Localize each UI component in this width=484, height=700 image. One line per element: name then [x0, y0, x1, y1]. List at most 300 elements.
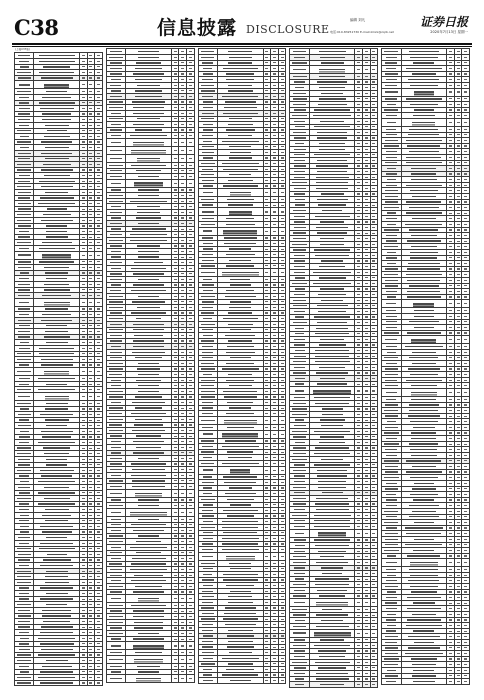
cell-text-mark — [265, 124, 268, 125]
cell-text-mark — [174, 535, 177, 536]
cell-text-mark — [18, 295, 30, 296]
cell-text-mark — [314, 464, 349, 465]
cell-text-mark — [457, 68, 460, 69]
cell-text-mark — [18, 254, 31, 255]
cell-text-mark — [89, 66, 92, 67]
table-cell — [15, 680, 34, 686]
cell-text-mark — [181, 499, 184, 500]
cell-text-mark — [97, 164, 100, 165]
table-cell — [198, 417, 217, 425]
cell-text-mark — [321, 620, 343, 621]
cell-text-mark — [281, 224, 284, 225]
cell-text-mark — [222, 538, 259, 539]
cell-text-mark — [97, 453, 100, 454]
cell-text-mark — [174, 118, 177, 119]
cell-text-mark — [294, 367, 305, 368]
cell-text-mark — [189, 206, 192, 207]
cell-text-mark — [229, 157, 252, 158]
cell-text-mark — [82, 554, 85, 555]
cell-text-mark — [97, 548, 100, 549]
cell-text-mark — [41, 649, 73, 650]
cell-text-mark — [281, 231, 284, 232]
cell-text-mark — [372, 221, 375, 222]
table-cell — [95, 298, 103, 306]
cell-text-mark — [357, 154, 360, 155]
cell-text-mark — [320, 244, 345, 245]
cell-text-mark — [464, 85, 467, 86]
cell-text-mark — [19, 649, 30, 650]
cell-text-mark — [97, 621, 100, 622]
cell-text-mark — [273, 585, 276, 586]
table-cell — [126, 489, 172, 497]
cell-text-mark — [174, 176, 177, 177]
cell-text-mark — [97, 627, 100, 628]
cell-text-mark — [203, 290, 213, 291]
cell-text-mark — [294, 57, 306, 58]
table-row — [290, 529, 378, 537]
cell-text-mark — [181, 257, 184, 258]
cell-text-mark — [97, 442, 100, 443]
cell-text-mark — [189, 575, 192, 576]
cell-text-mark — [82, 220, 85, 221]
cell-text-mark — [265, 272, 268, 273]
cell-text-mark — [293, 503, 306, 504]
cell-text-mark — [110, 463, 122, 464]
cell-text-mark — [365, 260, 368, 261]
cell-text-mark — [89, 325, 92, 326]
cell-text-mark — [82, 119, 85, 120]
cell-text-mark — [97, 654, 100, 655]
cell-text-mark — [314, 515, 351, 516]
cell-text-mark — [265, 538, 268, 539]
cell-text-mark — [82, 192, 85, 193]
cell-text-mark — [225, 493, 255, 494]
cell-text-mark — [110, 68, 121, 69]
cell-text-mark — [294, 673, 305, 674]
cell-text-mark — [181, 301, 184, 302]
cell-text-mark — [227, 635, 254, 636]
cell-text-mark — [19, 384, 29, 385]
cell-text-mark — [82, 331, 85, 332]
table-cell — [263, 417, 271, 425]
cell-text-mark — [131, 524, 165, 525]
cell-text-mark — [174, 324, 177, 325]
table-row — [290, 599, 378, 607]
cell-text-mark — [174, 312, 177, 313]
cell-text-mark — [365, 539, 368, 540]
cell-text-mark — [181, 324, 184, 325]
cell-text-mark — [111, 441, 121, 442]
cell-text-mark — [281, 135, 284, 136]
cell-text-mark — [265, 85, 268, 86]
cell-text-mark — [82, 371, 85, 372]
cell-text-mark — [82, 113, 85, 114]
cell-text-mark — [189, 493, 192, 494]
table-cell — [80, 680, 88, 686]
cell-text-mark — [224, 613, 256, 614]
cell-text-mark — [18, 320, 31, 321]
masthead-rule-thin — [12, 46, 472, 47]
cell-text-mark — [42, 97, 71, 98]
cell-text-mark — [385, 91, 398, 92]
cell-text-mark — [203, 248, 213, 249]
cell-text-mark — [89, 203, 92, 204]
cell-text-mark — [273, 635, 276, 636]
cell-text-mark — [89, 571, 92, 572]
cell-text-mark — [189, 430, 192, 431]
cell-text-mark — [317, 132, 347, 133]
cell-text-mark — [189, 391, 192, 392]
cell-text-mark — [313, 272, 351, 273]
cell-text-mark — [281, 380, 284, 381]
cell-text-mark — [109, 541, 122, 542]
cell-text-mark — [357, 205, 360, 206]
cell-text-mark — [357, 199, 360, 200]
table-cell — [171, 179, 179, 187]
newspaper-logo: 证券日报 — [419, 15, 468, 29]
cell-text-mark — [294, 602, 305, 603]
table-cell — [271, 417, 279, 425]
cell-text-mark — [464, 57, 467, 58]
cell-text-mark — [295, 199, 305, 200]
cell-text-mark — [18, 236, 29, 237]
cell-text-mark — [372, 556, 375, 557]
cell-text-mark — [40, 682, 74, 683]
cell-text-mark — [365, 199, 368, 200]
cell-text-mark — [181, 486, 184, 487]
cell-text-mark — [295, 620, 305, 621]
cell-text-mark — [89, 214, 92, 215]
cell-text-mark — [89, 520, 92, 521]
cell-text-mark — [181, 575, 184, 576]
cell-text-mark — [181, 552, 184, 553]
table-cell — [80, 81, 88, 89]
cell-text-mark — [365, 305, 368, 306]
cell-text-mark — [134, 627, 163, 628]
cell-text-mark — [281, 402, 284, 403]
cell-text-mark — [89, 91, 92, 92]
cell-text-mark — [464, 51, 467, 52]
cell-text-mark — [110, 666, 121, 667]
cell-text-mark — [189, 307, 192, 308]
cell-text-mark — [174, 170, 177, 171]
cell-text-mark — [265, 296, 268, 297]
cell-text-mark — [20, 147, 29, 148]
cell-text-mark — [97, 554, 100, 555]
cell-text-mark — [89, 554, 92, 555]
cell-text-mark — [321, 62, 344, 63]
table-cell — [278, 430, 286, 438]
table-cell — [370, 529, 378, 537]
cell-text-mark — [315, 216, 350, 217]
cell-text-mark — [281, 408, 284, 409]
cell-text-mark — [414, 109, 435, 110]
cell-text-mark — [365, 154, 368, 155]
cell-text-mark — [265, 532, 268, 533]
cell-text-mark — [281, 635, 284, 636]
cell-text-mark — [138, 195, 158, 196]
cell-text-mark — [203, 469, 213, 470]
cell-text-mark — [82, 320, 85, 321]
cell-text-mark — [281, 602, 284, 603]
cell-text-mark — [138, 458, 158, 459]
cell-text-mark — [228, 51, 252, 52]
cell-text-mark — [372, 149, 375, 150]
cell-text-mark — [97, 582, 100, 583]
cell-text-mark — [365, 590, 368, 591]
table-row — [290, 629, 378, 637]
cell-text-mark — [82, 396, 85, 397]
cell-text-mark — [230, 284, 251, 285]
cell-text-mark — [97, 113, 100, 114]
cell-text-mark — [265, 515, 268, 516]
cell-text-mark — [132, 228, 166, 229]
table-cell — [171, 146, 179, 154]
cell-text-mark — [110, 357, 123, 358]
cell-text-mark — [89, 371, 92, 372]
cell-text-mark — [273, 504, 276, 505]
cell-text-mark — [294, 188, 306, 189]
table-cell — [198, 227, 217, 235]
cell-text-mark — [97, 214, 100, 215]
cell-text-mark — [265, 324, 268, 325]
cell-text-mark — [181, 189, 184, 190]
cell-text-mark — [189, 201, 192, 202]
cell-text-mark — [229, 118, 252, 119]
cell-text-mark — [135, 586, 162, 587]
cell-text-mark — [82, 248, 85, 249]
table-cell — [34, 368, 80, 376]
cell-text-mark — [372, 626, 375, 627]
cell-text-mark — [89, 682, 92, 683]
cell-text-mark — [365, 425, 368, 426]
cell-text-mark — [181, 547, 184, 548]
cell-text-mark — [273, 107, 276, 108]
cell-text-mark — [82, 66, 85, 67]
cell-text-mark — [82, 325, 85, 326]
table-cell — [447, 88, 455, 96]
cell-text-mark — [82, 576, 85, 577]
cell-text-mark — [174, 645, 177, 646]
cell-text-mark — [265, 556, 268, 557]
cell-text-mark — [189, 118, 192, 119]
cell-text-mark — [265, 352, 268, 353]
cell-text-mark — [39, 248, 75, 249]
cell-text-mark — [97, 509, 100, 510]
table-cell — [34, 251, 80, 259]
cell-text-mark — [365, 227, 368, 228]
cell-text-mark — [181, 558, 184, 559]
cell-text-mark — [225, 335, 255, 336]
cell-text-mark — [365, 165, 368, 166]
cell-text-mark — [228, 457, 252, 458]
cell-text-mark — [109, 301, 123, 302]
fund-table — [381, 48, 470, 685]
cell-text-mark — [202, 641, 213, 642]
cell-text-mark — [372, 425, 375, 426]
cell-text-mark — [357, 322, 360, 323]
cell-text-mark — [110, 51, 123, 52]
table-cell — [34, 680, 80, 686]
cell-text-mark — [109, 318, 123, 319]
cell-text-mark — [281, 346, 284, 347]
cell-text-mark — [357, 667, 360, 668]
cell-text-mark — [135, 407, 162, 408]
table-cell — [290, 66, 309, 74]
cell-text-mark — [293, 51, 307, 52]
cell-text-mark — [357, 425, 360, 426]
cell-text-mark — [372, 533, 375, 534]
cell-text-mark — [189, 217, 192, 218]
table-cell — [363, 387, 371, 395]
cell-text-mark — [273, 452, 276, 453]
cell-text-mark — [365, 109, 368, 110]
cell-text-mark — [17, 453, 31, 454]
cell-text-mark — [372, 367, 375, 368]
cell-text-mark — [17, 359, 31, 360]
cell-text-mark — [357, 294, 360, 295]
cell-text-mark — [372, 639, 375, 640]
cell-text-mark — [357, 487, 360, 488]
cell-text-mark — [230, 329, 251, 330]
cell-text-mark — [109, 505, 122, 506]
cell-text-mark — [273, 218, 276, 219]
cell-text-mark — [293, 645, 305, 646]
cell-text-mark — [449, 98, 452, 99]
cell-text-mark — [181, 671, 184, 672]
table-cell — [187, 656, 195, 664]
cell-text-mark — [46, 660, 68, 661]
cell-text-mark — [365, 650, 368, 651]
table-cell — [80, 368, 88, 376]
cell-text-mark — [357, 650, 360, 651]
cell-text-mark — [45, 408, 68, 409]
cell-text-mark — [133, 107, 164, 108]
cell-text-mark — [174, 245, 177, 246]
cell-text-mark — [82, 615, 85, 616]
cell-text-mark — [110, 96, 123, 97]
cell-text-mark — [372, 390, 375, 391]
cell-text-mark — [43, 559, 71, 560]
cell-text-mark — [318, 551, 346, 552]
cell-text-mark — [138, 519, 159, 520]
cell-text-mark — [273, 192, 276, 193]
cell-text-mark — [372, 684, 375, 685]
cell-text-mark — [42, 119, 71, 120]
cell-text-mark — [406, 98, 442, 99]
table-cell — [278, 189, 286, 197]
cell-text-mark — [265, 591, 268, 592]
cell-text-mark — [318, 481, 345, 482]
cell-text-mark — [293, 238, 307, 239]
cell-text-mark — [281, 62, 284, 63]
cell-text-mark — [18, 153, 31, 154]
table-row — [290, 682, 378, 688]
cell-text-mark — [281, 237, 284, 238]
cell-text-mark — [44, 267, 69, 268]
cell-text-mark — [111, 402, 121, 403]
cell-text-mark — [89, 448, 92, 449]
cell-text-mark — [181, 469, 184, 470]
table-cell — [363, 529, 371, 537]
cell-text-mark — [135, 396, 162, 397]
cell-text-mark — [223, 476, 257, 477]
cell-text-mark — [111, 530, 121, 531]
cell-text-mark — [174, 201, 177, 202]
cell-text-mark — [17, 130, 31, 131]
cell-text-mark — [89, 587, 92, 588]
cell-text-mark — [97, 682, 100, 683]
cell-text-mark — [273, 568, 276, 569]
cell-text-mark — [174, 195, 177, 196]
cell-text-mark — [201, 57, 214, 58]
cell-text-mark — [181, 639, 184, 640]
cell-text-mark — [357, 143, 360, 144]
cell-text-mark — [82, 91, 85, 92]
cell-text-mark — [295, 419, 304, 420]
cell-text-mark — [181, 135, 184, 136]
cell-text-mark — [43, 214, 71, 215]
cell-text-mark — [320, 684, 344, 685]
table-cell — [126, 138, 172, 146]
cell-text-mark — [97, 231, 100, 232]
cell-text-mark — [89, 284, 92, 285]
cell-text-mark — [365, 328, 368, 329]
cell-text-mark — [138, 374, 159, 375]
cell-text-mark — [222, 463, 259, 464]
cell-text-mark — [365, 69, 368, 70]
cell-text-mark — [189, 135, 192, 136]
cell-text-mark — [265, 357, 268, 358]
cell-text-mark — [357, 609, 360, 610]
cell-text-mark — [89, 77, 92, 78]
cell-text-mark — [38, 481, 75, 482]
cell-text-mark — [273, 135, 276, 136]
cell-text-mark — [138, 256, 158, 257]
cell-text-mark — [449, 104, 452, 105]
cell-text-mark — [281, 493, 284, 494]
cell-text-mark — [294, 294, 305, 295]
cell-text-mark — [223, 532, 257, 533]
cell-text-mark — [365, 177, 368, 178]
cell-text-mark — [133, 284, 165, 285]
cell-text-mark — [201, 163, 215, 164]
cell-text-mark — [174, 124, 177, 125]
cell-text-mark — [89, 181, 92, 182]
cell-text-mark — [265, 434, 268, 435]
cell-text-mark — [45, 520, 68, 521]
cell-text-mark — [318, 532, 346, 533]
cell-text-mark — [273, 434, 276, 435]
cell-text-mark — [97, 61, 100, 62]
cell-text-mark — [265, 107, 268, 108]
cell-text-mark — [181, 223, 184, 224]
cell-text-mark — [319, 69, 345, 70]
cell-text-mark — [265, 521, 268, 522]
cell-text-mark — [38, 389, 76, 390]
cell-text-mark — [265, 457, 268, 458]
cell-text-mark — [189, 552, 192, 553]
cell-text-mark — [294, 567, 305, 568]
cell-text-mark — [110, 569, 121, 570]
cell-text-mark — [109, 195, 123, 196]
cell-text-mark — [320, 378, 345, 379]
table-cell — [278, 678, 286, 684]
table-cell — [198, 466, 217, 474]
cell-text-mark — [181, 622, 184, 623]
cell-text-mark — [89, 531, 92, 532]
cell-text-mark — [89, 442, 92, 443]
